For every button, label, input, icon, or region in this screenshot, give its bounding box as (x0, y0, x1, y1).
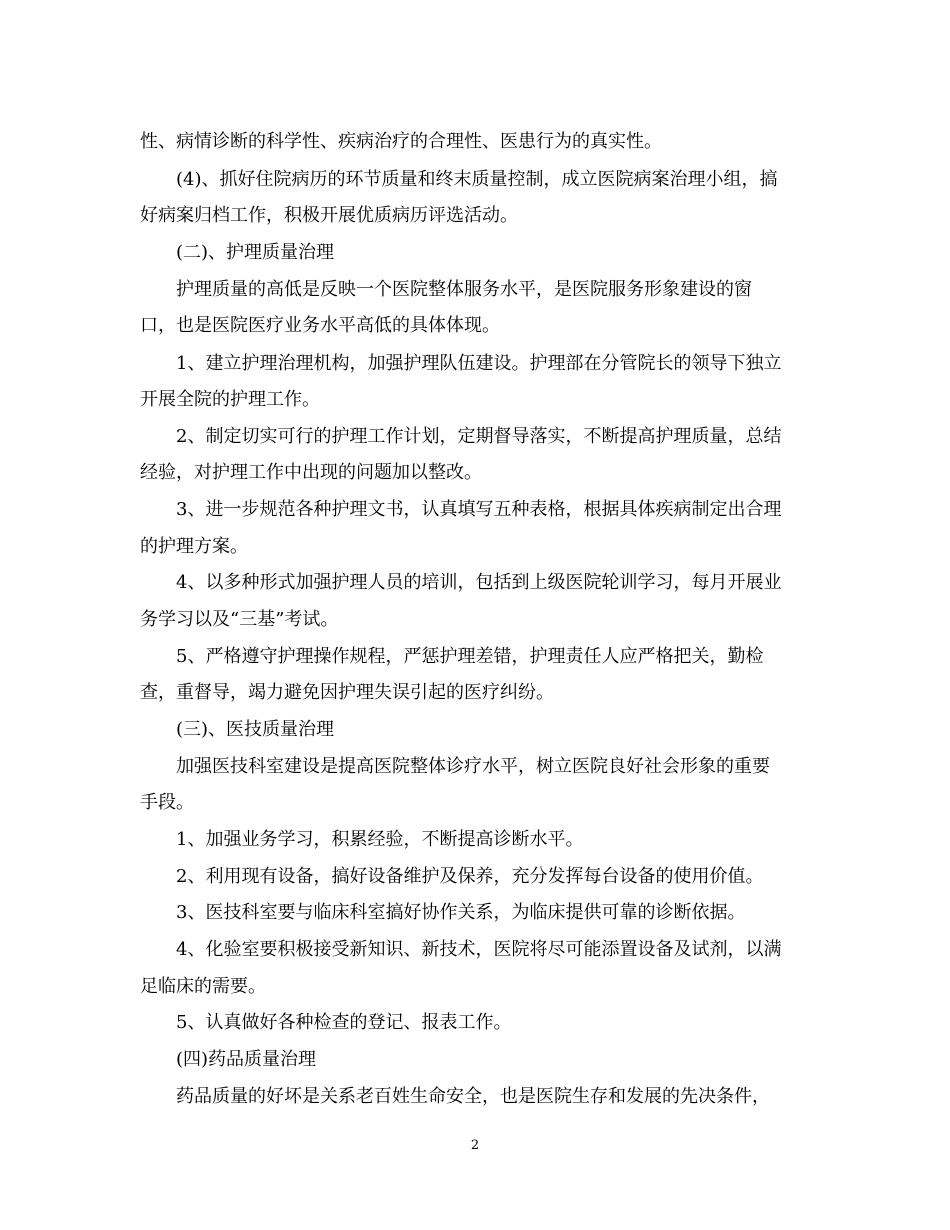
page-number: 2 (470, 1138, 480, 1153)
section-heading: (二)、护理质量治理 (176, 242, 335, 263)
text-line: 药品质量的好坏是关系老百姓生命安全，也是医院生存和发展的先决条件， (176, 1086, 770, 1107)
text-line: 护理质量的高低是反映一个医院整体服务水平，是医院服务形象建设的窗 (176, 279, 752, 300)
text-line: 4、化验室要积极接受新知识、新技术，医院将尽可能添置设备及试剂，以满 (176, 939, 782, 960)
text-line: 性、病情诊断的科学性、疾病治疗的合理性、医患行为的真实性。 (140, 131, 662, 152)
text-line: 查，重督导，竭力避免因护理失误引起的医疗纠纷。 (140, 682, 554, 703)
text-line: 1、加强业务学习，积累经验，不断提高诊断水平。 (176, 829, 584, 850)
text-line: 加强医技科室建设是提高医院整体诊疗水平，树立医院良好社会形象的重要 (176, 756, 770, 777)
text-line: 务学习以及“三基”考试。 (140, 609, 339, 630)
section-heading: (三)、医技质量治理 (176, 719, 335, 740)
text-line: (4)、抓好住院病历的环节质量和终末质量控制，成立医院病案治理小组，搞 (176, 169, 778, 190)
text-line: 手段。 (140, 792, 194, 813)
text-line: 足临床的需要。 (140, 976, 266, 997)
text-line: 4、以多种形式加强护理人员的培训，包括到上级医院轮训学习，每月开展业 (176, 572, 782, 593)
section-heading: (四)药品质量治理 (176, 1049, 317, 1070)
text-line: 3、医技科室要与临床科室搞好协作关系，为临床提供可靠的诊断依据。 (176, 902, 746, 923)
text-line: 2、利用现有设备，搞好设备维护及保养，充分发挥每台设备的使用价值。 (176, 866, 764, 887)
text-line: 2、制定切实可行的护理工作计划，定期督导落实，不断提高护理质量，总结 (176, 426, 782, 447)
text-line: 经验，对护理工作中出现的问题加以整改。 (140, 462, 482, 483)
text-line: 开展全院的护理工作。 (140, 389, 320, 410)
text-line: 好病案归档工作，积极开展优质病历评选活动。 (140, 205, 518, 226)
text-line: 的护理方案。 (140, 536, 248, 557)
text-line: 3、进一步规范各种护理文书，认真填写五种表格，根据具体疾病制定出合理 (176, 499, 782, 520)
text-line: 5、严格遵守护理操作规程，严惩护理差错，护理责任人应严格把关，勤检 (176, 646, 764, 667)
text-line: 口，也是医院医疗业务水平高低的具体体现。 (140, 315, 500, 336)
text-line: 5、认真做好各种检查的登记、报表工作。 (176, 1012, 512, 1033)
text-line: 1、建立护理治理机构，加强护理队伍建设。护理部在分管院长的领导下独立 (176, 353, 782, 374)
